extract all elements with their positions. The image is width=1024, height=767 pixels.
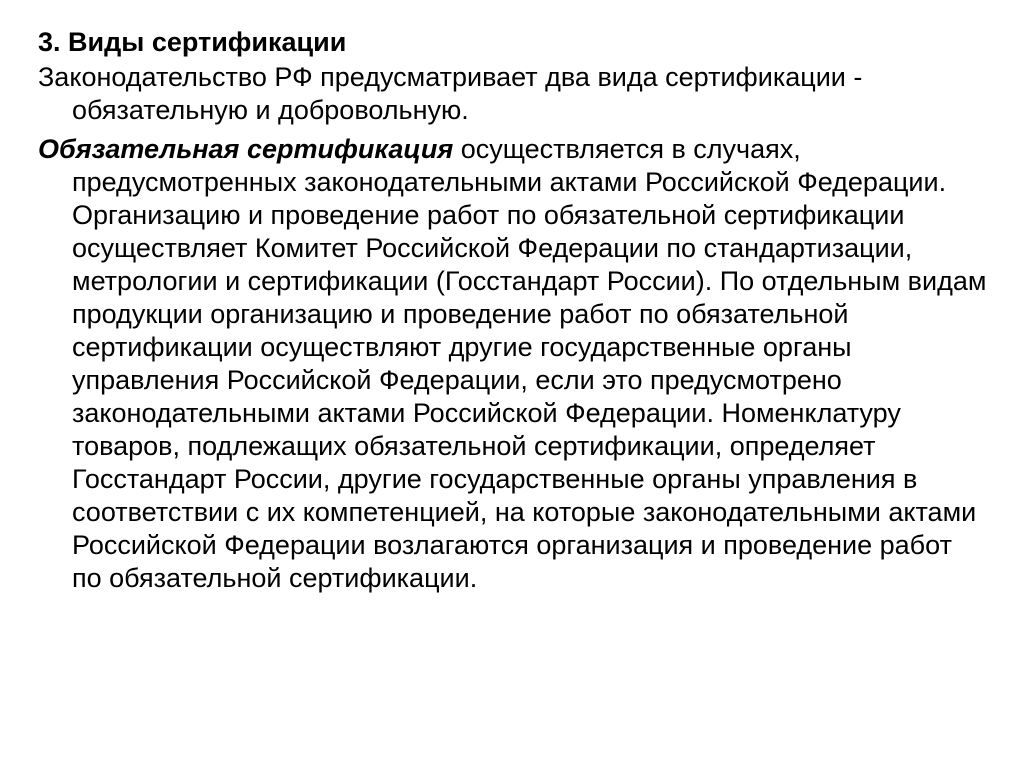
- slide-content: [38, 26, 988, 601]
- paragraph-legislation: [38, 61, 988, 127]
- slide-heading: 3. Виды сертификации: [38, 27, 347, 57]
- paragraph-mandatory-certification: [38, 133, 988, 595]
- mandatory-certification-term: Обязательная сертификация: [38, 134, 454, 164]
- mandatory-certification-text: осуществляется в случаях, предусмотренных законодательными актами Российской Федерации. Организацию и проведение работ по обязательной сертификации осуществляет Комитет Российской Федерации по стандартизации, метрологии и сертификации (Госстандарт России). По отдельным видам продукции организацию и проведение работ по обязательной сертификации осуществляют другие государственные органы управления Российской Федерации, если это предусмотрено законодательными актами Российской Федерации. Номенклатуру товаров, подлежащих обязательной сертификации, определяет Госстандарт России, другие государственные органы управления в соответствии с их компетенцией, на которые законодательными актами Российской Федерации возлагаются организация и проведение работ по обязательной сертификации.: [72, 134, 987, 593]
- paragraph-legislation-text: Законодательство РФ предусматривает два вида сертификации - обязательную и добровольную.: [38, 62, 863, 125]
